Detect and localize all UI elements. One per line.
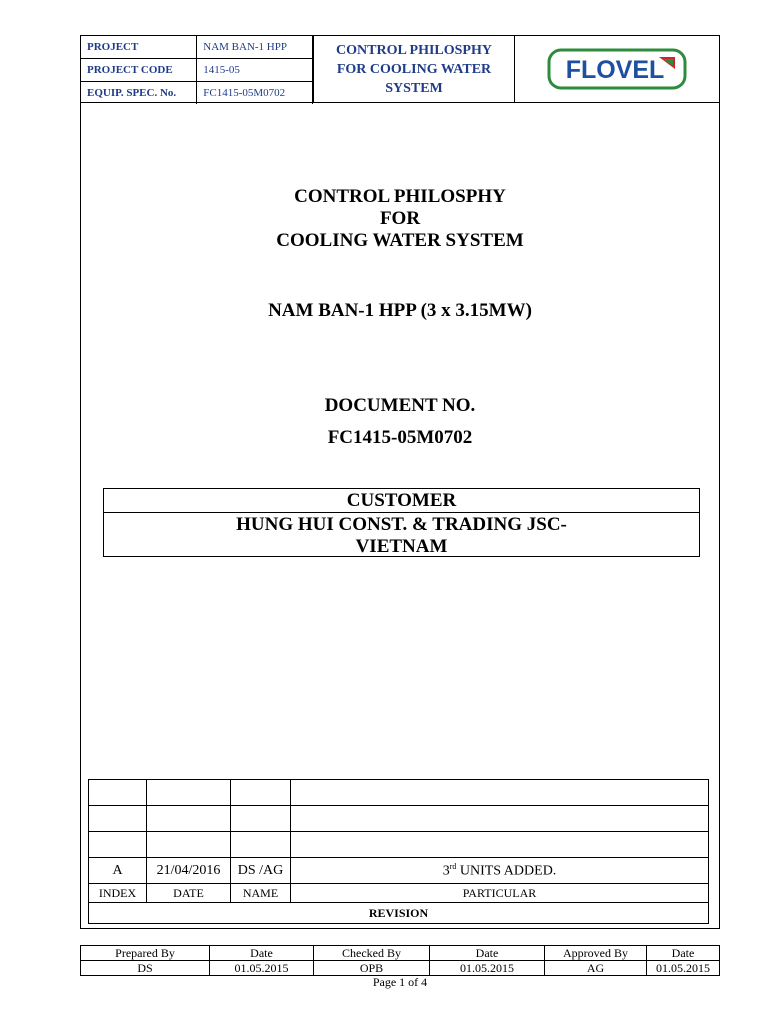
revision-header-name: NAME xyxy=(231,884,291,903)
meta-value: NAM BAN-1 HPP xyxy=(197,36,313,59)
customer-name-line: VIETNAM xyxy=(355,536,448,557)
svg-text:FLOVEL: FLOVEL xyxy=(565,56,664,84)
meta-row-project xyxy=(81,36,313,59)
title-line: CONTROL PHILOSPHY xyxy=(294,186,506,207)
document-number: FC1415-05M0702 xyxy=(327,427,473,448)
signoff-table xyxy=(80,945,720,976)
document-number-label: DOCUMENT NO. xyxy=(324,395,476,416)
revision-header-date: DATE xyxy=(147,884,231,903)
meta-value: 1415-05 xyxy=(197,59,313,82)
revision-header-row xyxy=(89,884,709,903)
meta-value: FC1415-05M0702 xyxy=(197,82,313,105)
revision-particular xyxy=(291,858,709,884)
revision-particular-text: UNITS ADDED. xyxy=(456,863,557,879)
project-meta-table xyxy=(81,36,313,104)
revision-row-blank xyxy=(89,832,709,858)
signoff-header: Approved By xyxy=(545,946,647,961)
revision-header-particular: PARTICULAR xyxy=(291,884,709,903)
revision-row-blank xyxy=(89,806,709,832)
flovel-logo xyxy=(514,36,719,102)
header-title-line: FOR COOLING WATER xyxy=(336,61,492,77)
meta-row-equip-spec xyxy=(81,82,313,105)
revision-header-index: INDEX xyxy=(89,884,147,903)
document-title xyxy=(80,186,720,252)
signoff-value: DS xyxy=(81,961,210,976)
signoff-value-row xyxy=(81,961,720,976)
title-line: COOLING WATER SYSTEM xyxy=(276,230,524,251)
revision-row-blank xyxy=(89,780,709,806)
signoff-header: Date xyxy=(647,946,720,961)
customer-box xyxy=(103,488,700,557)
customer-label: CUSTOMER xyxy=(104,489,699,513)
signoff-header: Prepared By xyxy=(81,946,210,961)
title-line: FOR xyxy=(379,208,421,229)
revision-footer-row xyxy=(89,903,709,924)
header-title-line: CONTROL PHILOSPHY xyxy=(336,42,492,58)
revision-row xyxy=(89,858,709,884)
signoff-header: Date xyxy=(430,946,545,961)
signoff-value: OPB xyxy=(314,961,430,976)
signoff-value: 01.05.2015 xyxy=(647,961,720,976)
header-title xyxy=(313,36,515,102)
project-line: NAM BAN-1 HPP (3 x 3.15MW) xyxy=(268,300,532,321)
revision-table xyxy=(88,779,709,924)
customer-name xyxy=(104,513,699,558)
revision-name: DS /AG xyxy=(231,858,291,884)
flovel-logo-icon xyxy=(547,47,687,91)
signoff-value: AG xyxy=(545,961,647,976)
revision-index: A xyxy=(89,858,147,884)
customer-name-line: HUNG HUI CONST. & TRADING JSC- xyxy=(236,514,567,535)
signoff-header-row xyxy=(81,946,720,961)
document-number-block xyxy=(80,390,720,454)
meta-row-project-code xyxy=(81,59,313,82)
meta-label: PROJECT CODE xyxy=(81,59,197,82)
signoff-value: 01.05.2015 xyxy=(430,961,545,976)
revision-particular-sup: rd xyxy=(449,861,457,871)
meta-label: EQUIP. SPEC. No. xyxy=(81,82,197,105)
revision-particular-num: 3 xyxy=(442,863,450,879)
signoff-header: Date xyxy=(210,946,314,961)
meta-label: PROJECT xyxy=(81,36,197,59)
signoff-header: Checked By xyxy=(314,946,430,961)
signoff-value: 01.05.2015 xyxy=(210,961,314,976)
document-header xyxy=(80,35,720,103)
header-title-line: SYSTEM xyxy=(385,80,443,96)
revision-date: 21/04/2016 xyxy=(147,858,231,884)
page-number: Page 1 of 4 xyxy=(372,975,428,989)
revision-footer: REVISION xyxy=(89,903,709,924)
